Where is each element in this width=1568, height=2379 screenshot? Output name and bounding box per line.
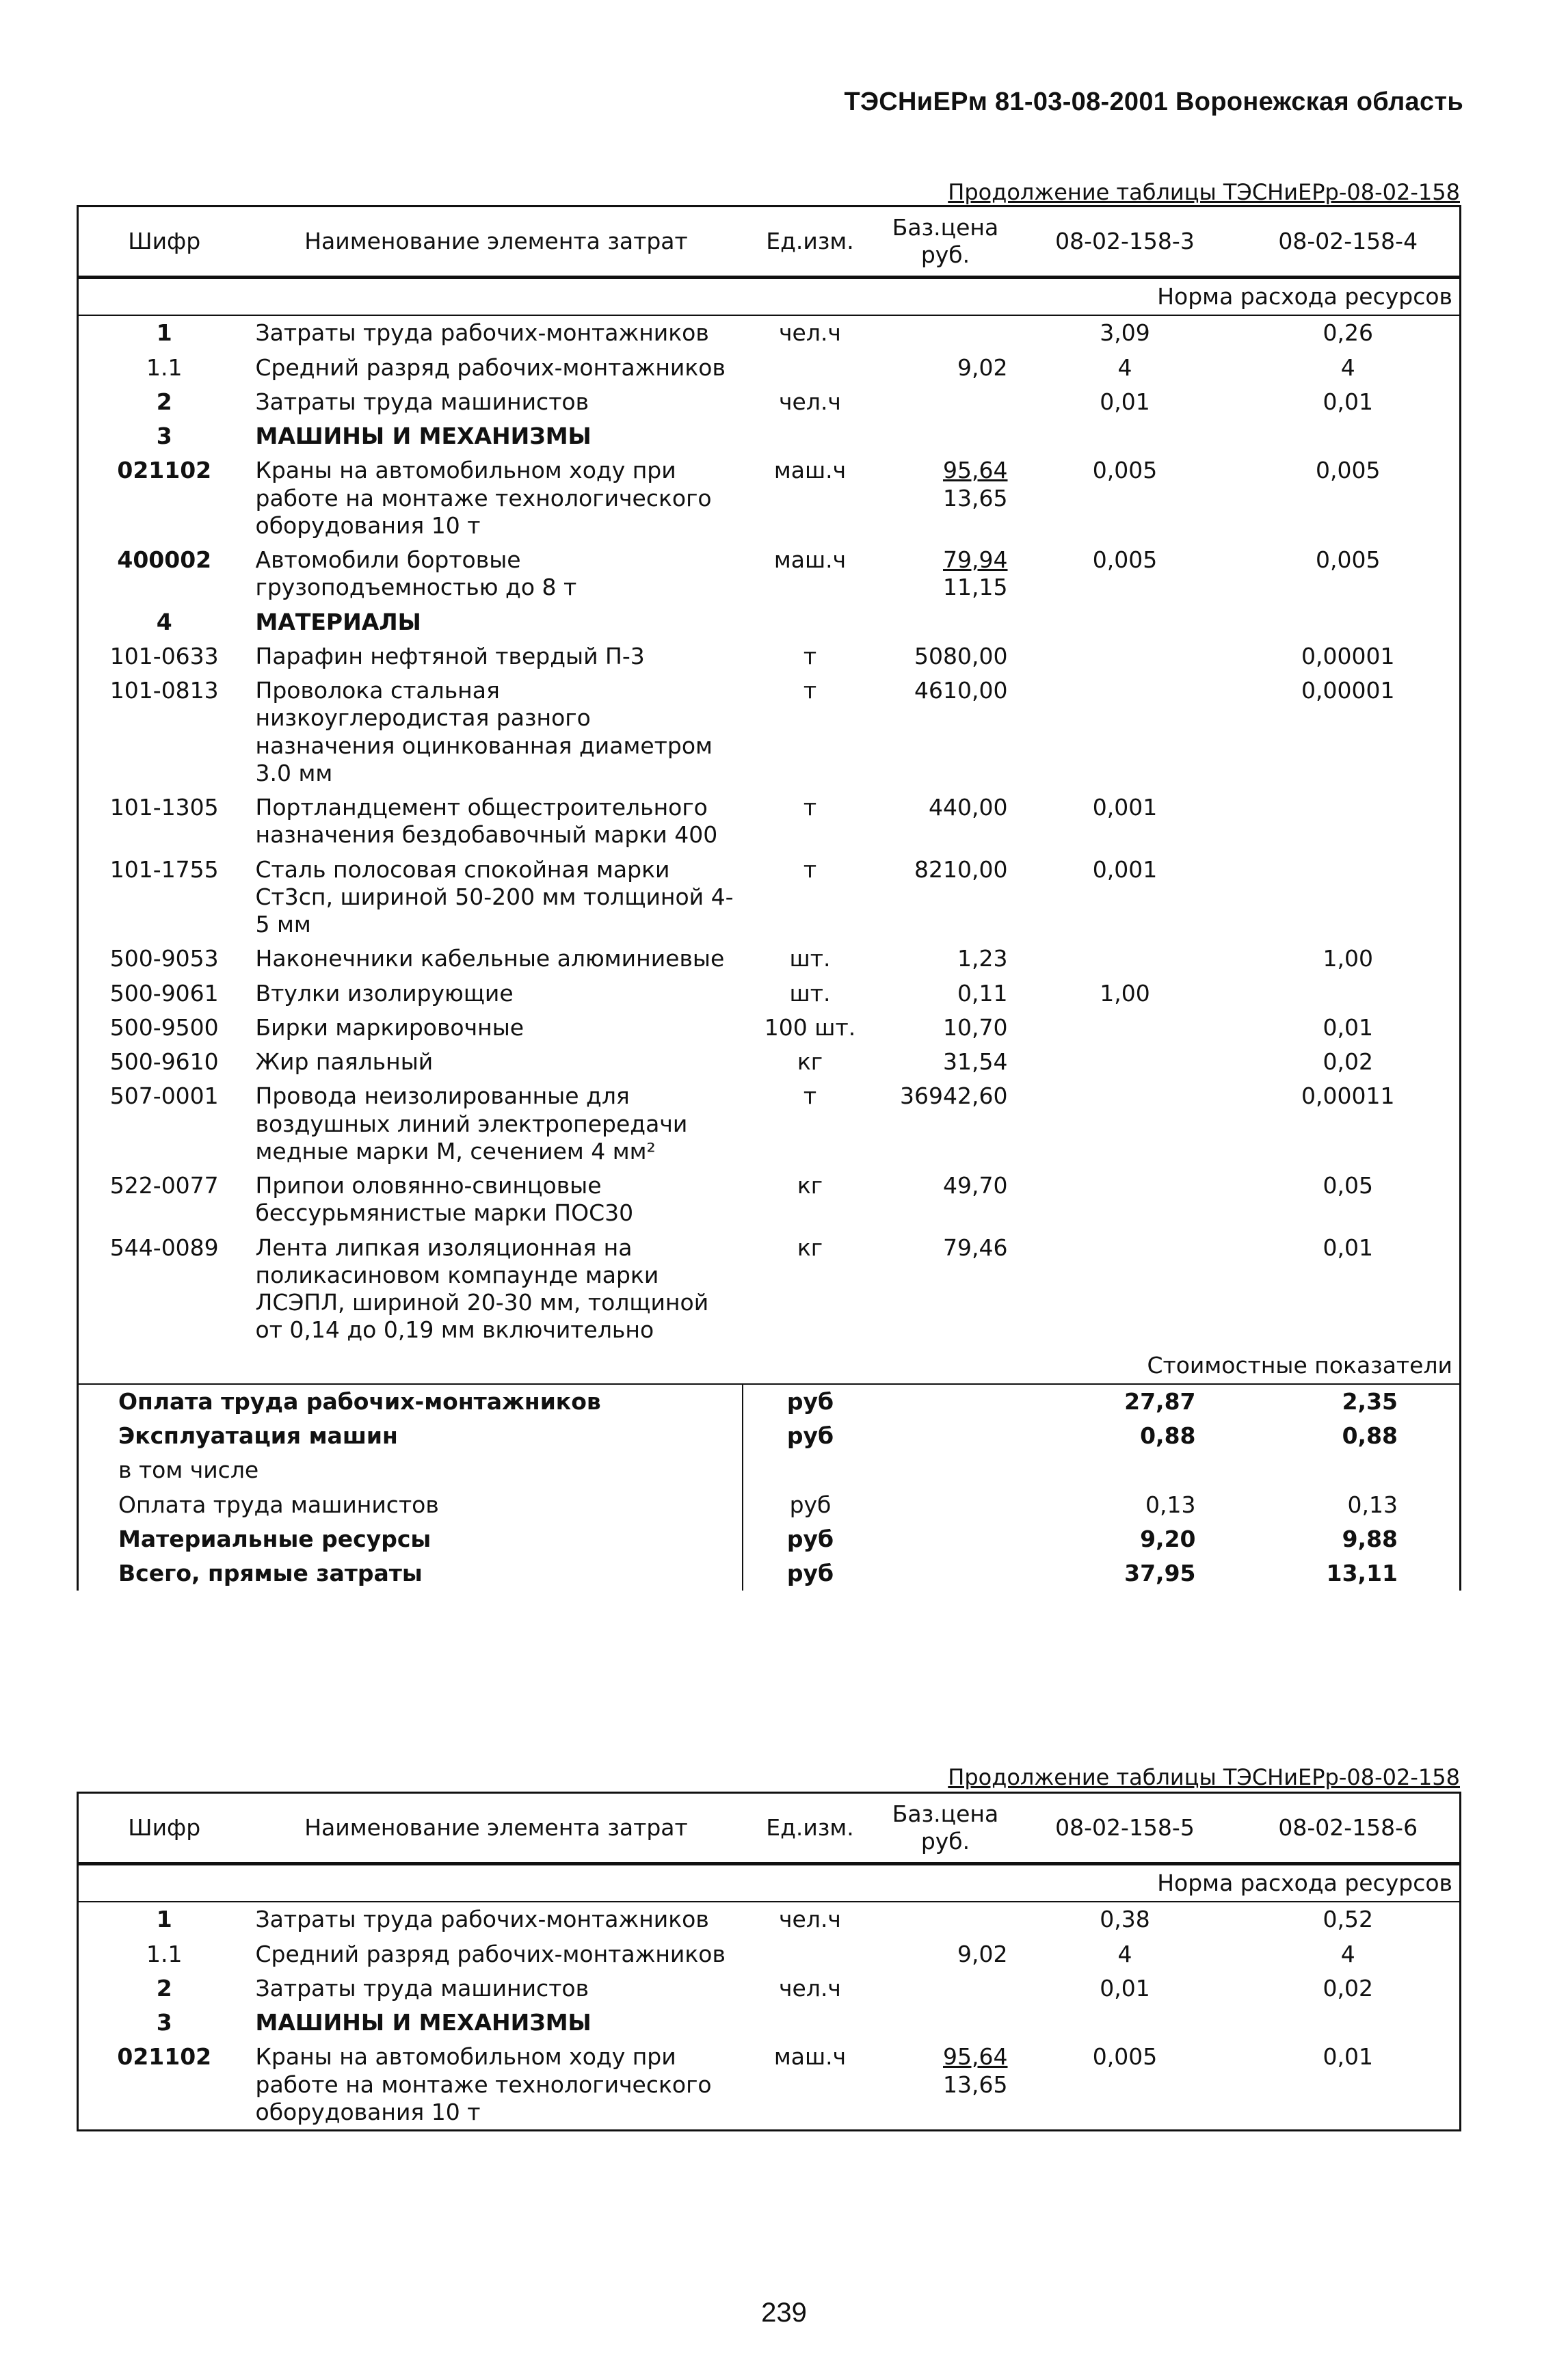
cost-row-unit	[743, 1453, 878, 1487]
header-name: Наименование элемента затрат	[250, 207, 743, 278]
row-unit: чел.ч	[779, 1906, 841, 1933]
row-name: Парафин нефтяной твердый П-3	[255, 642, 645, 669]
row-price	[878, 674, 1013, 790]
row-price	[878, 351, 1013, 385]
row-name: Затраты труда машинистов	[255, 388, 589, 415]
row-col-b: 0,02	[1323, 1974, 1373, 2002]
cost-row-col-a: 0,13	[1145, 1491, 1196, 1518]
table-row	[78, 385, 1461, 419]
table1-norm-row	[78, 278, 1461, 316]
row-unit: т	[803, 855, 817, 883]
row-col-b	[1237, 976, 1461, 1011]
row-name: Припои оловянно-свинцовые бессурьмянистые марки ПОС30	[255, 1172, 634, 1227]
row-price-value: 10,70	[943, 1013, 1008, 1041]
cost-row-label: Эксплуатация машин	[118, 1422, 398, 1449]
row-code: 3	[156, 423, 172, 449]
row-code: 1.1	[146, 354, 183, 381]
row-col-b	[1237, 2006, 1461, 2040]
row-name: МАШИНЫ И МЕХАНИЗМЫ	[255, 423, 592, 449]
cost-row-unit: руб	[743, 1384, 878, 1419]
row-col-a: 0,005	[1092, 546, 1158, 573]
row-unit: т	[803, 1082, 817, 1110]
row-price-value: 9,02	[957, 354, 1008, 381]
row-price	[878, 639, 1013, 674]
cost-row-price	[878, 1556, 1013, 1591]
row-code: 3	[156, 2009, 172, 2036]
row-col-a	[1013, 1011, 1237, 1045]
row-unit: 100 шт.	[764, 1013, 856, 1041]
row-name: МАТЕРИАЛЫ	[255, 608, 421, 635]
row-price	[878, 543, 1013, 605]
header-price: Баз.цена руб.	[878, 207, 1013, 278]
row-col-a	[1013, 605, 1237, 639]
row-price	[878, 2006, 1013, 2040]
row-name: Втулки изолирующие	[255, 979, 514, 1007]
row-price-value: 9,02	[957, 1940, 1008, 1967]
row-name: Средний разряд рабочих-монтажников	[255, 1940, 726, 1967]
row-name: Затраты труда рабочих-монтажников	[255, 319, 709, 347]
table-row	[78, 605, 1461, 639]
header-col-b: 08-02-158-6	[1237, 1793, 1461, 1864]
table-row	[78, 1045, 1461, 1079]
table-row	[78, 351, 1461, 385]
row-code: 522-0077	[109, 1172, 219, 1199]
row-unit: чел.ч	[779, 1974, 841, 2002]
norm-label: Норма расхода ресурсов	[78, 1864, 1461, 1902]
cost-row-col-b: 13,11	[1326, 1560, 1398, 1586]
row-price	[878, 453, 1013, 543]
row-price-value: 79,94	[943, 546, 1008, 573]
row-unit: шт.	[789, 945, 831, 972]
cost-row-price	[878, 1453, 1013, 1487]
row-price	[878, 1169, 1013, 1231]
row-col-a	[1013, 942, 1237, 976]
cost-section-row	[78, 1348, 1461, 1384]
row-col-b: 1,00	[1323, 945, 1373, 972]
row-unit: маш.ч	[773, 546, 847, 573]
row-col-b: 0,26	[1323, 319, 1373, 347]
cost-row-unit: руб	[743, 1488, 878, 1522]
page-header: ТЭСНиЕРм 81-03-08-2001 Воронежская область	[844, 88, 1463, 116]
row-price-value: 95,64	[943, 2043, 1008, 2071]
row-col-b: 4	[1340, 354, 1355, 381]
row-code: 2	[156, 388, 172, 415]
row-col-a: 0,001	[1092, 855, 1158, 883]
table-row	[78, 976, 1461, 1011]
row-name: Лента липкая изоляционная на поликасиновом компаунде марки ЛСЭПЛ, шириной 20-30 мм, толщиной от 0,14 до 0,19 мм включительно	[255, 1234, 709, 1344]
cost-row-col-b: 9,88	[1342, 1525, 1398, 1552]
row-unit: шт.	[789, 979, 831, 1007]
row-code: 2	[156, 1974, 172, 2002]
row-col-b	[1237, 419, 1461, 453]
row-col-a: 3,09	[1100, 319, 1150, 347]
row-code: 4	[156, 608, 172, 635]
row-col-b: 0,005	[1316, 457, 1381, 484]
row-name: Краны на автомобильном ходу при работе на монтаже технологического оборудования 10 т	[255, 457, 712, 539]
table-row	[78, 419, 1461, 453]
row-col-a	[1013, 1079, 1237, 1169]
row-code: 500-9610	[109, 1048, 219, 1075]
header-col-a: 08-02-158-3	[1013, 207, 1237, 278]
row-price	[878, 605, 1013, 639]
cost-row-label: Всего, прямые затраты	[118, 1560, 423, 1586]
row-col-a: 0,005	[1092, 2043, 1158, 2071]
row-col-b: 0,01	[1323, 1013, 1373, 1041]
row-unit: т	[803, 677, 817, 704]
row-code: 101-1305	[109, 794, 219, 821]
row-col-b	[1237, 790, 1461, 853]
row-unit	[743, 2006, 878, 2040]
row-col-b: 0,00001	[1301, 642, 1395, 669]
row-code: 500-9053	[109, 945, 219, 972]
table-row	[78, 853, 1461, 942]
row-col-b: 0,01	[1323, 388, 1373, 415]
table-row	[78, 2006, 1461, 2040]
row-unit: кг	[797, 1234, 823, 1261]
row-col-a	[1013, 1231, 1237, 1348]
table-row	[78, 1231, 1461, 1348]
row-col-b: 0,01	[1323, 2043, 1373, 2071]
row-price	[878, 1045, 1013, 1079]
cost-row	[78, 1488, 1461, 1522]
header-col-b: 08-02-158-4	[1237, 207, 1461, 278]
row-code: 400002	[117, 546, 212, 573]
table2-caption: Продолжение таблицы ТЭСНиЕРр-08-02-158	[948, 1764, 1460, 1790]
header-code: Шифр	[78, 1793, 250, 1864]
row-unit: т	[803, 642, 817, 669]
cost-row-price	[878, 1419, 1013, 1453]
row-col-a: 0,001	[1092, 794, 1158, 821]
row-price	[878, 1079, 1013, 1169]
header-code: Шифр	[78, 207, 250, 278]
row-unit: т	[803, 794, 817, 821]
row-col-a	[1013, 674, 1237, 790]
cost-row-col-a: 37,95	[1124, 1560, 1196, 1586]
cost-row-col-b: 0,88	[1342, 1422, 1398, 1449]
row-price-wage: 11,15	[943, 574, 1008, 601]
row-price-value: 5080,00	[914, 642, 1008, 669]
row-price	[878, 2040, 1013, 2130]
row-code: 1	[156, 319, 172, 347]
row-col-a	[1013, 2006, 1237, 2040]
row-name: Портландцемент общестроительного назначения бездобавочный марки 400	[255, 794, 718, 849]
row-code: 544-0089	[109, 1234, 219, 1261]
row-code: 1	[156, 1906, 172, 1933]
cost-row-label: Материальные ресурсы	[118, 1525, 431, 1552]
row-name: Краны на автомобильном ходу при работе на монтаже технологического оборудования 10 т	[255, 2043, 712, 2125]
row-unit	[743, 1937, 878, 1971]
table2-header-row	[78, 1793, 1461, 1864]
table-row	[78, 639, 1461, 674]
row-col-b: 0,00001	[1301, 677, 1395, 704]
cost-row-unit: руб	[743, 1419, 878, 1453]
row-col-a	[1013, 639, 1237, 674]
table-row	[78, 1971, 1461, 2006]
row-name: Провода неизолированные для воздушных линий электропередачи медные марки М, сечением 4 мм²	[255, 1082, 688, 1165]
row-unit: маш.ч	[773, 457, 847, 484]
row-price-value: 95,64	[943, 457, 1008, 484]
row-unit	[743, 419, 878, 453]
row-name: Затраты труда рабочих-монтажников	[255, 1906, 709, 1933]
row-name: МАШИНЫ И МЕХАНИЗМЫ	[255, 2009, 592, 2036]
cost-row-col-a: 0,88	[1140, 1422, 1196, 1449]
row-code: 021102	[117, 457, 212, 484]
cost-row	[78, 1384, 1461, 1419]
cost-row-label: Оплата труда машинистов	[118, 1491, 439, 1518]
row-price-wage: 13,65	[943, 484, 1008, 511]
table1-header-row	[78, 207, 1461, 278]
row-code: 101-0633	[109, 642, 219, 669]
table2-norm-row	[78, 1864, 1461, 1902]
row-unit	[743, 605, 878, 639]
row-price-value: 0,11	[957, 979, 1008, 1007]
row-price-value: 4610,00	[914, 677, 1008, 704]
cost-label: Стоимостные показатели	[78, 1348, 1461, 1384]
cost-row-price	[878, 1384, 1013, 1419]
row-col-b: 4	[1340, 1940, 1355, 1967]
cost-row-col-a: 27,87	[1124, 1387, 1196, 1415]
row-price	[878, 1902, 1013, 1937]
header-price: Баз.цена руб.	[878, 1793, 1013, 1864]
row-name: Бирки маркировочные	[255, 1013, 524, 1041]
row-price	[878, 1011, 1013, 1045]
row-price-value: 440,00	[929, 794, 1008, 821]
table-row	[78, 543, 1461, 605]
row-col-b: 0,005	[1316, 546, 1381, 573]
table-row	[78, 1169, 1461, 1231]
row-price	[878, 790, 1013, 853]
norms-table-1	[77, 205, 1461, 1591]
header-unit: Ед.изм.	[743, 207, 878, 278]
row-code: 101-1755	[109, 855, 219, 883]
row-unit: маш.ч	[773, 2043, 847, 2071]
row-price	[878, 315, 1013, 350]
table-row	[78, 674, 1461, 790]
row-unit	[743, 351, 878, 385]
table-row	[78, 453, 1461, 543]
row-name: Проволока стальная низкоуглеродистая разного назначения оцинкованная диаметром 3.0 мм	[255, 677, 713, 786]
table-row	[78, 1079, 1461, 1169]
table-row	[78, 1937, 1461, 1971]
row-col-b	[1237, 853, 1461, 942]
row-unit: кг	[797, 1048, 823, 1075]
row-price-value: 1,23	[957, 945, 1008, 972]
row-price	[878, 976, 1013, 1011]
row-col-a	[1013, 419, 1237, 453]
row-col-a	[1013, 1169, 1237, 1231]
table-row	[78, 1902, 1461, 1937]
row-name: Автомобили бортовые грузоподъемностью до 8 т	[255, 546, 577, 601]
row-col-a: 0,01	[1100, 388, 1150, 415]
row-price	[878, 853, 1013, 942]
row-col-b: 0,01	[1323, 1234, 1373, 1261]
page-number: 239	[761, 2298, 807, 2328]
cost-row-col-a	[1013, 1453, 1237, 1487]
row-price	[878, 942, 1013, 976]
row-name: Средний разряд рабочих-монтажников	[255, 354, 726, 381]
cost-row-price	[878, 1488, 1013, 1522]
row-code: 101-0813	[109, 677, 219, 704]
row-name: Сталь полосовая спокойная марки Ст3сп, шириной 50-200 мм толщиной 4-5 мм	[255, 855, 734, 938]
header-unit: Ед.изм.	[743, 1793, 878, 1864]
row-code: 500-9061	[109, 979, 219, 1007]
row-col-a: 1,00	[1100, 979, 1150, 1007]
header-col-a: 08-02-158-5	[1013, 1793, 1237, 1864]
table-row	[78, 1011, 1461, 1045]
row-col-b: 0,02	[1323, 1048, 1373, 1075]
table-row	[78, 315, 1461, 350]
row-price	[878, 1231, 1013, 1348]
cost-row	[78, 1522, 1461, 1556]
row-price-value: 36942,60	[900, 1082, 1008, 1110]
row-price	[878, 1937, 1013, 1971]
cost-row	[78, 1419, 1461, 1453]
cost-row-price	[878, 1522, 1013, 1556]
row-col-b: 0,05	[1323, 1172, 1373, 1199]
cost-row-unit: руб	[743, 1556, 878, 1591]
cost-row-col-a: 9,20	[1140, 1525, 1196, 1552]
row-name: Затраты труда машинистов	[255, 1974, 589, 2002]
cost-row-col-b: 0,13	[1347, 1491, 1398, 1518]
cost-row	[78, 1453, 1461, 1487]
cost-row	[78, 1556, 1461, 1591]
row-unit: кг	[797, 1172, 823, 1199]
table1-caption: Продолжение таблицы ТЭСНиЕРр-08-02-158	[948, 179, 1460, 205]
row-price	[878, 385, 1013, 419]
row-price	[878, 419, 1013, 453]
row-price	[878, 1971, 1013, 2006]
row-col-a: 0,01	[1100, 1974, 1150, 2002]
row-code: 500-9500	[109, 1013, 219, 1041]
row-price-value: 8210,00	[914, 855, 1008, 883]
cost-row-label: Оплата труда рабочих-монтажников	[118, 1387, 601, 1415]
row-name: Жир паяльный	[255, 1048, 434, 1075]
cost-row-unit: руб	[743, 1522, 878, 1556]
row-name: Наконечники кабельные алюминиевые	[255, 945, 725, 972]
cost-row-col-b	[1237, 1453, 1461, 1487]
row-unit: чел.ч	[779, 388, 841, 415]
row-code: 507-0001	[109, 1082, 219, 1110]
row-col-b: 0,00011	[1301, 1082, 1395, 1110]
row-col-a: 0,38	[1100, 1906, 1150, 1933]
row-price-value: 79,46	[943, 1234, 1008, 1261]
norm-label: Норма расхода ресурсов	[78, 278, 1461, 316]
table-row	[78, 942, 1461, 976]
row-price-value: 31,54	[943, 1048, 1008, 1075]
row-col-a: 4	[1117, 354, 1132, 381]
row-col-a: 4	[1117, 1940, 1132, 1967]
cost-row-col-b: 2,35	[1342, 1387, 1398, 1415]
row-price-value: 49,70	[943, 1172, 1008, 1199]
header-name: Наименование элемента затрат	[250, 1793, 743, 1864]
row-code: 021102	[117, 2043, 212, 2071]
table-row	[78, 2040, 1461, 2130]
cost-row-label: в том числе	[118, 1457, 259, 1484]
row-price-wage: 13,65	[943, 2071, 1008, 2098]
row-col-b: 0,52	[1323, 1906, 1373, 1933]
row-col-a	[1013, 1045, 1237, 1079]
norms-table-2	[77, 1792, 1461, 2131]
row-col-b	[1237, 605, 1461, 639]
table-row	[78, 790, 1461, 853]
row-unit: чел.ч	[779, 319, 841, 347]
row-code: 1.1	[146, 1940, 183, 1967]
row-col-a: 0,005	[1092, 457, 1158, 484]
